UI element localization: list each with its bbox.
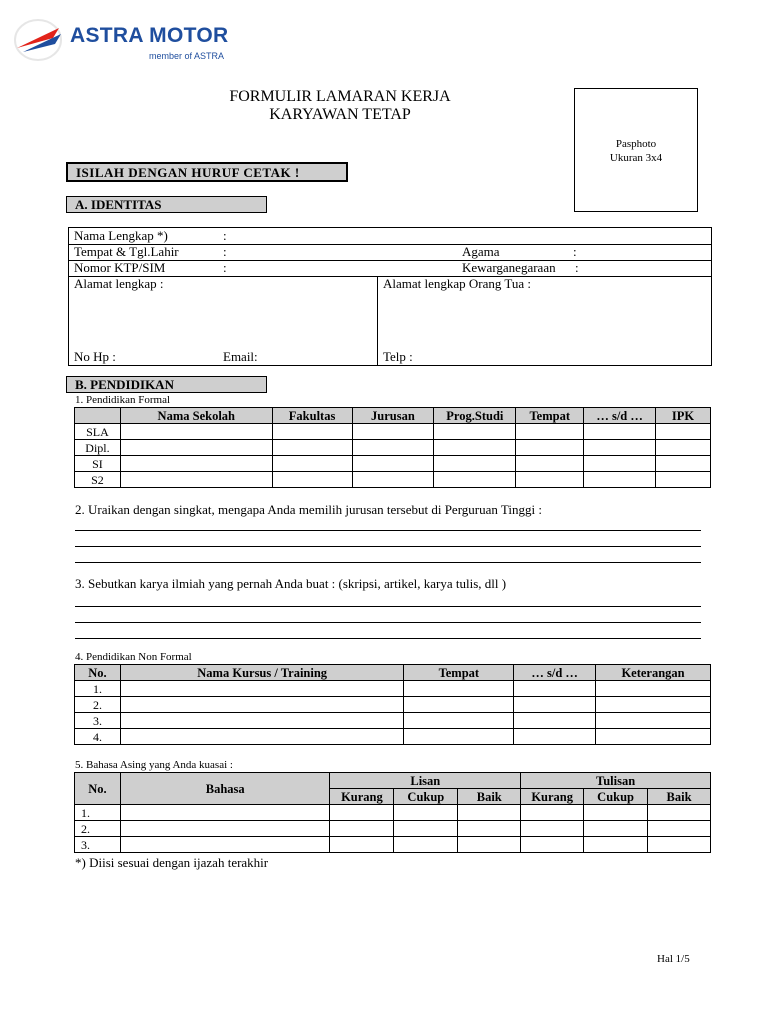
- table-cell[interactable]: [648, 805, 711, 821]
- table-cell[interactable]: [584, 472, 656, 488]
- field-nohp[interactable]: No Hp :: [74, 349, 116, 364]
- form-title: FORMULIR LAMARAN KERJA: [229, 88, 451, 105]
- table-header: No.: [75, 665, 121, 681]
- table-cell[interactable]: [120, 729, 403, 745]
- table-cell[interactable]: [120, 805, 330, 821]
- table-cell[interactable]: [394, 821, 458, 837]
- table-row: [75, 713, 711, 729]
- table-row: [75, 729, 711, 745]
- table-header: Baik: [648, 789, 711, 805]
- table-cell[interactable]: [648, 821, 711, 837]
- row-number: 1.: [75, 805, 121, 821]
- identity-box: [68, 227, 712, 366]
- form-subtitle: KARYAWAN TETAP: [269, 106, 411, 123]
- table-cell[interactable]: [404, 713, 514, 729]
- table-header: IPK: [656, 408, 711, 424]
- table-cell[interactable]: [656, 456, 711, 472]
- table-cell[interactable]: [434, 440, 516, 456]
- colon: :: [575, 260, 579, 275]
- table-row: [75, 424, 711, 440]
- table-cell[interactable]: [584, 456, 656, 472]
- table-cell[interactable]: [352, 456, 434, 472]
- table-cell[interactable]: [656, 440, 711, 456]
- table-row: [75, 837, 711, 853]
- table-cell[interactable]: [516, 440, 584, 456]
- table-cell[interactable]: [596, 681, 711, 697]
- photo-label: Pasphoto: [615, 138, 657, 150]
- table-row: [75, 681, 711, 697]
- table-cell[interactable]: [648, 837, 711, 853]
- formal-education-label: 1. Pendidikan Formal: [75, 394, 171, 406]
- colon: :: [223, 244, 227, 259]
- table-cell[interactable]: [434, 424, 516, 440]
- answer-line[interactable]: [75, 622, 701, 623]
- instruction-banner: ISILAH DENGAN HURUF CETAK !: [66, 162, 348, 182]
- table-cell[interactable]: [458, 805, 521, 821]
- table-cell[interactable]: [272, 472, 352, 488]
- nonformal-education-table: [74, 664, 711, 745]
- table-cell[interactable]: [584, 440, 656, 456]
- table-header: Kurang: [521, 789, 584, 805]
- field-ktp[interactable]: Nomor KTP/SIM: [74, 260, 166, 275]
- table-cell[interactable]: [656, 472, 711, 488]
- table-cell[interactable]: [584, 837, 648, 853]
- answer-line[interactable]: [75, 530, 701, 531]
- table-header: … s/d …: [584, 408, 656, 424]
- table-row: [75, 456, 711, 472]
- row-number: 4.: [75, 729, 121, 745]
- table-cell[interactable]: [584, 821, 648, 837]
- field-nama[interactable]: Nama Lengkap *): [74, 228, 168, 243]
- table-cell[interactable]: [120, 837, 330, 853]
- row-number: 3.: [75, 837, 121, 853]
- table-cell[interactable]: [330, 837, 394, 853]
- field-agama[interactable]: Agama: [462, 244, 500, 259]
- section-education-title: B. PENDIDIKAN: [66, 376, 267, 393]
- answer-line[interactable]: [75, 546, 701, 547]
- table-cell[interactable]: [352, 440, 434, 456]
- table-cell[interactable]: [434, 472, 516, 488]
- table-header-row: [75, 773, 711, 789]
- table-header-row: [75, 408, 711, 424]
- table-cell[interactable]: [521, 805, 584, 821]
- table-cell[interactable]: [516, 472, 584, 488]
- table-cell[interactable]: [272, 424, 352, 440]
- table-header: Kurang: [330, 789, 394, 805]
- table-row: [75, 472, 711, 488]
- table-cell[interactable]: [458, 821, 521, 837]
- table-header: Jurusan: [352, 408, 434, 424]
- table-header: Nama Sekolah: [120, 408, 272, 424]
- table-header-row: [75, 665, 711, 681]
- row-number: 1.: [75, 681, 121, 697]
- table-cell[interactable]: [120, 424, 272, 440]
- brand-tagline: member of ASTRA: [149, 51, 225, 61]
- table-header: Fakultas: [272, 408, 352, 424]
- table-cell[interactable]: [514, 697, 596, 713]
- table-cell[interactable]: [394, 837, 458, 853]
- table-cell[interactable]: [516, 424, 584, 440]
- formal-education-table: [74, 407, 711, 488]
- row-number: 2.: [75, 821, 121, 837]
- table-header: Nama Kursus / Training: [120, 665, 403, 681]
- table-cell[interactable]: [516, 456, 584, 472]
- answer-line[interactable]: [75, 638, 701, 639]
- table-cell[interactable]: [330, 805, 394, 821]
- language-table: [74, 772, 711, 853]
- page-number: Hal 1/5: [657, 953, 690, 965]
- field-ttl[interactable]: Tempat & Tgl.Lahir: [74, 244, 179, 259]
- field-alamat-ortu[interactable]: Alamat lengkap Orang Tua :: [383, 276, 532, 291]
- field-kewarganegaraan[interactable]: Kewarganegaraan: [462, 260, 556, 275]
- table-cell[interactable]: [120, 713, 403, 729]
- table-cell[interactable]: [596, 713, 711, 729]
- field-telp[interactable]: Telp :: [383, 349, 413, 364]
- table-header: Cukup: [394, 789, 458, 805]
- table-cell[interactable]: [120, 681, 403, 697]
- nonformal-education-label: 4. Pendidikan Non Formal: [75, 651, 192, 663]
- table-cell[interactable]: [120, 821, 330, 837]
- photo-size-label: Ukuran 3x4: [609, 152, 663, 164]
- table-cell[interactable]: [521, 837, 584, 853]
- answer-line[interactable]: [75, 606, 701, 607]
- section-identity-title: A. IDENTITAS: [66, 196, 267, 213]
- table-header: Bahasa: [120, 773, 330, 805]
- language-label: 5. Bahasa Asing yang Anda kuasai :: [75, 759, 233, 771]
- row-label: SLA: [75, 424, 121, 440]
- table-cell[interactable]: [330, 821, 394, 837]
- table-header: Tulisan: [521, 773, 711, 789]
- table-header: [75, 408, 121, 424]
- table-cell[interactable]: [584, 805, 648, 821]
- table-header: Baik: [458, 789, 521, 805]
- answer-line[interactable]: [75, 562, 701, 563]
- table-cell[interactable]: [120, 440, 272, 456]
- colon: :: [223, 228, 227, 243]
- table-cell[interactable]: [596, 729, 711, 745]
- row-label: S2: [75, 472, 121, 488]
- field-alamat[interactable]: Alamat lengkap :: [74, 276, 164, 291]
- table-cell[interactable]: [656, 424, 711, 440]
- table-header: Lisan: [330, 773, 521, 789]
- colon: :: [223, 260, 227, 275]
- table-header: Keterangan: [596, 665, 711, 681]
- colon: :: [573, 244, 577, 259]
- table-cell[interactable]: [404, 729, 514, 745]
- photo-box[interactable]: [574, 88, 698, 212]
- table-header: Cukup: [584, 789, 648, 805]
- row-label: SI: [75, 456, 121, 472]
- table-cell[interactable]: [272, 456, 352, 472]
- table-cell[interactable]: [514, 713, 596, 729]
- table-cell[interactable]: [352, 424, 434, 440]
- question-3: 3. Sebutkan karya ilmiah yang pernah Anda buat : (skripsi, artikel, karya tulis, dll ): [75, 576, 507, 591]
- table-cell[interactable]: [404, 681, 514, 697]
- table-cell[interactable]: [120, 472, 272, 488]
- table-header: … s/d …: [514, 665, 596, 681]
- table-row: [75, 821, 711, 837]
- table-cell[interactable]: [394, 805, 458, 821]
- table-cell[interactable]: [434, 456, 516, 472]
- table-row: [75, 697, 711, 713]
- table-cell[interactable]: [120, 456, 272, 472]
- table-cell[interactable]: [272, 440, 352, 456]
- table-header: Tempat: [404, 665, 514, 681]
- row-number: 3.: [75, 713, 121, 729]
- table-cell[interactable]: [120, 697, 403, 713]
- table-cell[interactable]: [514, 681, 596, 697]
- table-cell[interactable]: [458, 837, 521, 853]
- table-header: Tempat: [516, 408, 584, 424]
- question-2: 2. Uraikan dengan singkat, mengapa Anda memilih jurusan tersebut di Perguruan Tinggi :: [75, 502, 542, 517]
- table-cell[interactable]: [404, 697, 514, 713]
- table-row: [75, 440, 711, 456]
- table-cell[interactable]: [596, 697, 711, 713]
- table-cell[interactable]: [352, 472, 434, 488]
- field-email[interactable]: Email:: [223, 349, 258, 364]
- table-row: [75, 805, 711, 821]
- table-cell[interactable]: [514, 729, 596, 745]
- table-cell[interactable]: [584, 424, 656, 440]
- brand-name: ASTRA MOTOR: [70, 24, 229, 47]
- row-label: Dipl.: [75, 440, 121, 456]
- table-cell[interactable]: [521, 821, 584, 837]
- table-header: Prog.Studi: [434, 408, 516, 424]
- footnote: *) Diisi sesuai dengan ijazah terakhir: [75, 855, 269, 870]
- table-header: No.: [75, 773, 121, 805]
- row-number: 2.: [75, 697, 121, 713]
